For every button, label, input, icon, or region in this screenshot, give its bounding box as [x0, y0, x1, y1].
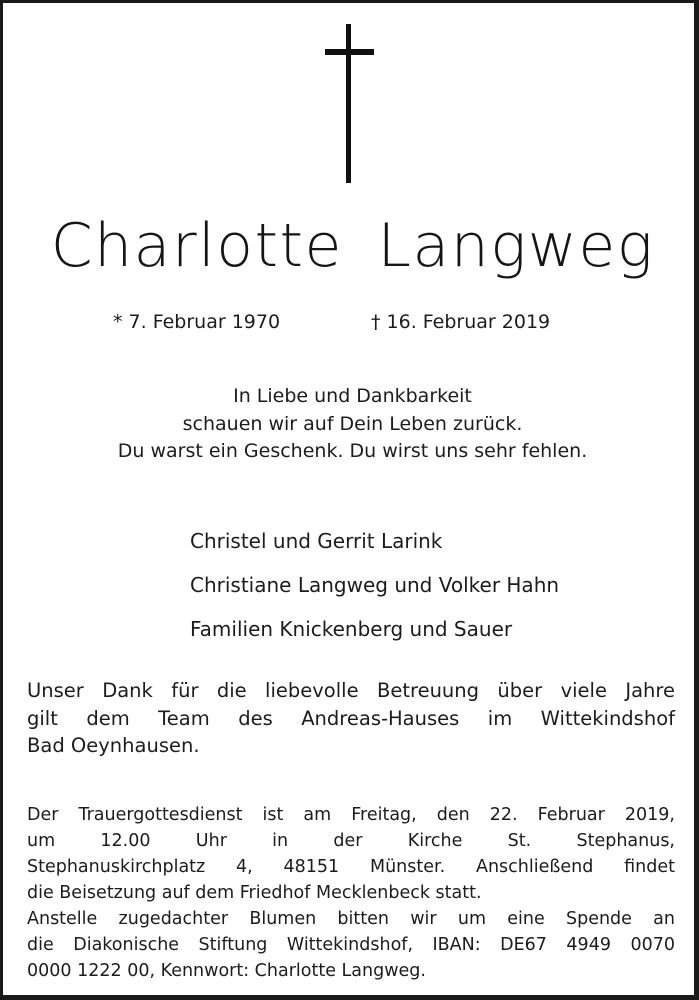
birth-date: * 7. Februar 1970 [113, 311, 281, 333]
cross-horizontal-bar [325, 49, 374, 55]
mourners-list [190, 519, 559, 651]
verse-line: In Liebe und Dankbarkeit [233, 385, 472, 407]
cross-icon [325, 24, 375, 184]
cross-vertical-bar [346, 24, 351, 183]
thanks-line: Unser Dank für die liebevolle Betreuung über viele Jahre [27, 679, 675, 702]
service-line: die Beisetzung auf dem Friedhof Mecklenbeck statt. [27, 883, 482, 903]
thanks-line: gilt dem Team des Andreas-Hauses im Wittekindshof [27, 706, 675, 730]
mourner-entry: Familien Knickenberg und Sauer [190, 617, 513, 641]
thanks-line: Bad Oeynhausen. [27, 734, 200, 757]
thanks-paragraph [27, 677, 675, 760]
service-line: um 12.00 Uhr in der Kirche St. Stephanus, [27, 831, 675, 851]
verse-line: Du warst ein Geschenk. Du wirst uns sehr fehlen. [117, 440, 588, 462]
service-line: Anstelle zugedachter Blumen bitten wir um eine Spende an [27, 909, 675, 929]
verse-line: schauen wir auf Dein Leben zurück. [182, 412, 523, 435]
service-line: Der Trauergottesdienst ist am Freitag, den 22. Februar 2019, [27, 805, 675, 825]
service-line: 0000 1222 00, Kennwort: Charlotte Langweg. [27, 961, 426, 981]
memorial-verse [3, 383, 699, 466]
mourner-entry: Christel und Gerrit Larink [190, 529, 443, 553]
mourner-entry: Christiane Langweg und Volker Hahn [190, 573, 560, 597]
service-line: Stephanuskirchplatz 4, 48151 Münster. Anschließend findet [27, 857, 675, 877]
death-date: † 16. Februar 2019 [371, 311, 551, 333]
deceased-name: Charlotte Langweg [50, 211, 655, 281]
service-line: die Diakonische Stiftung Wittekindshof, IBAN: DE67 4949 0070 [27, 935, 675, 955]
funeral-service-paragraph [27, 802, 675, 984]
